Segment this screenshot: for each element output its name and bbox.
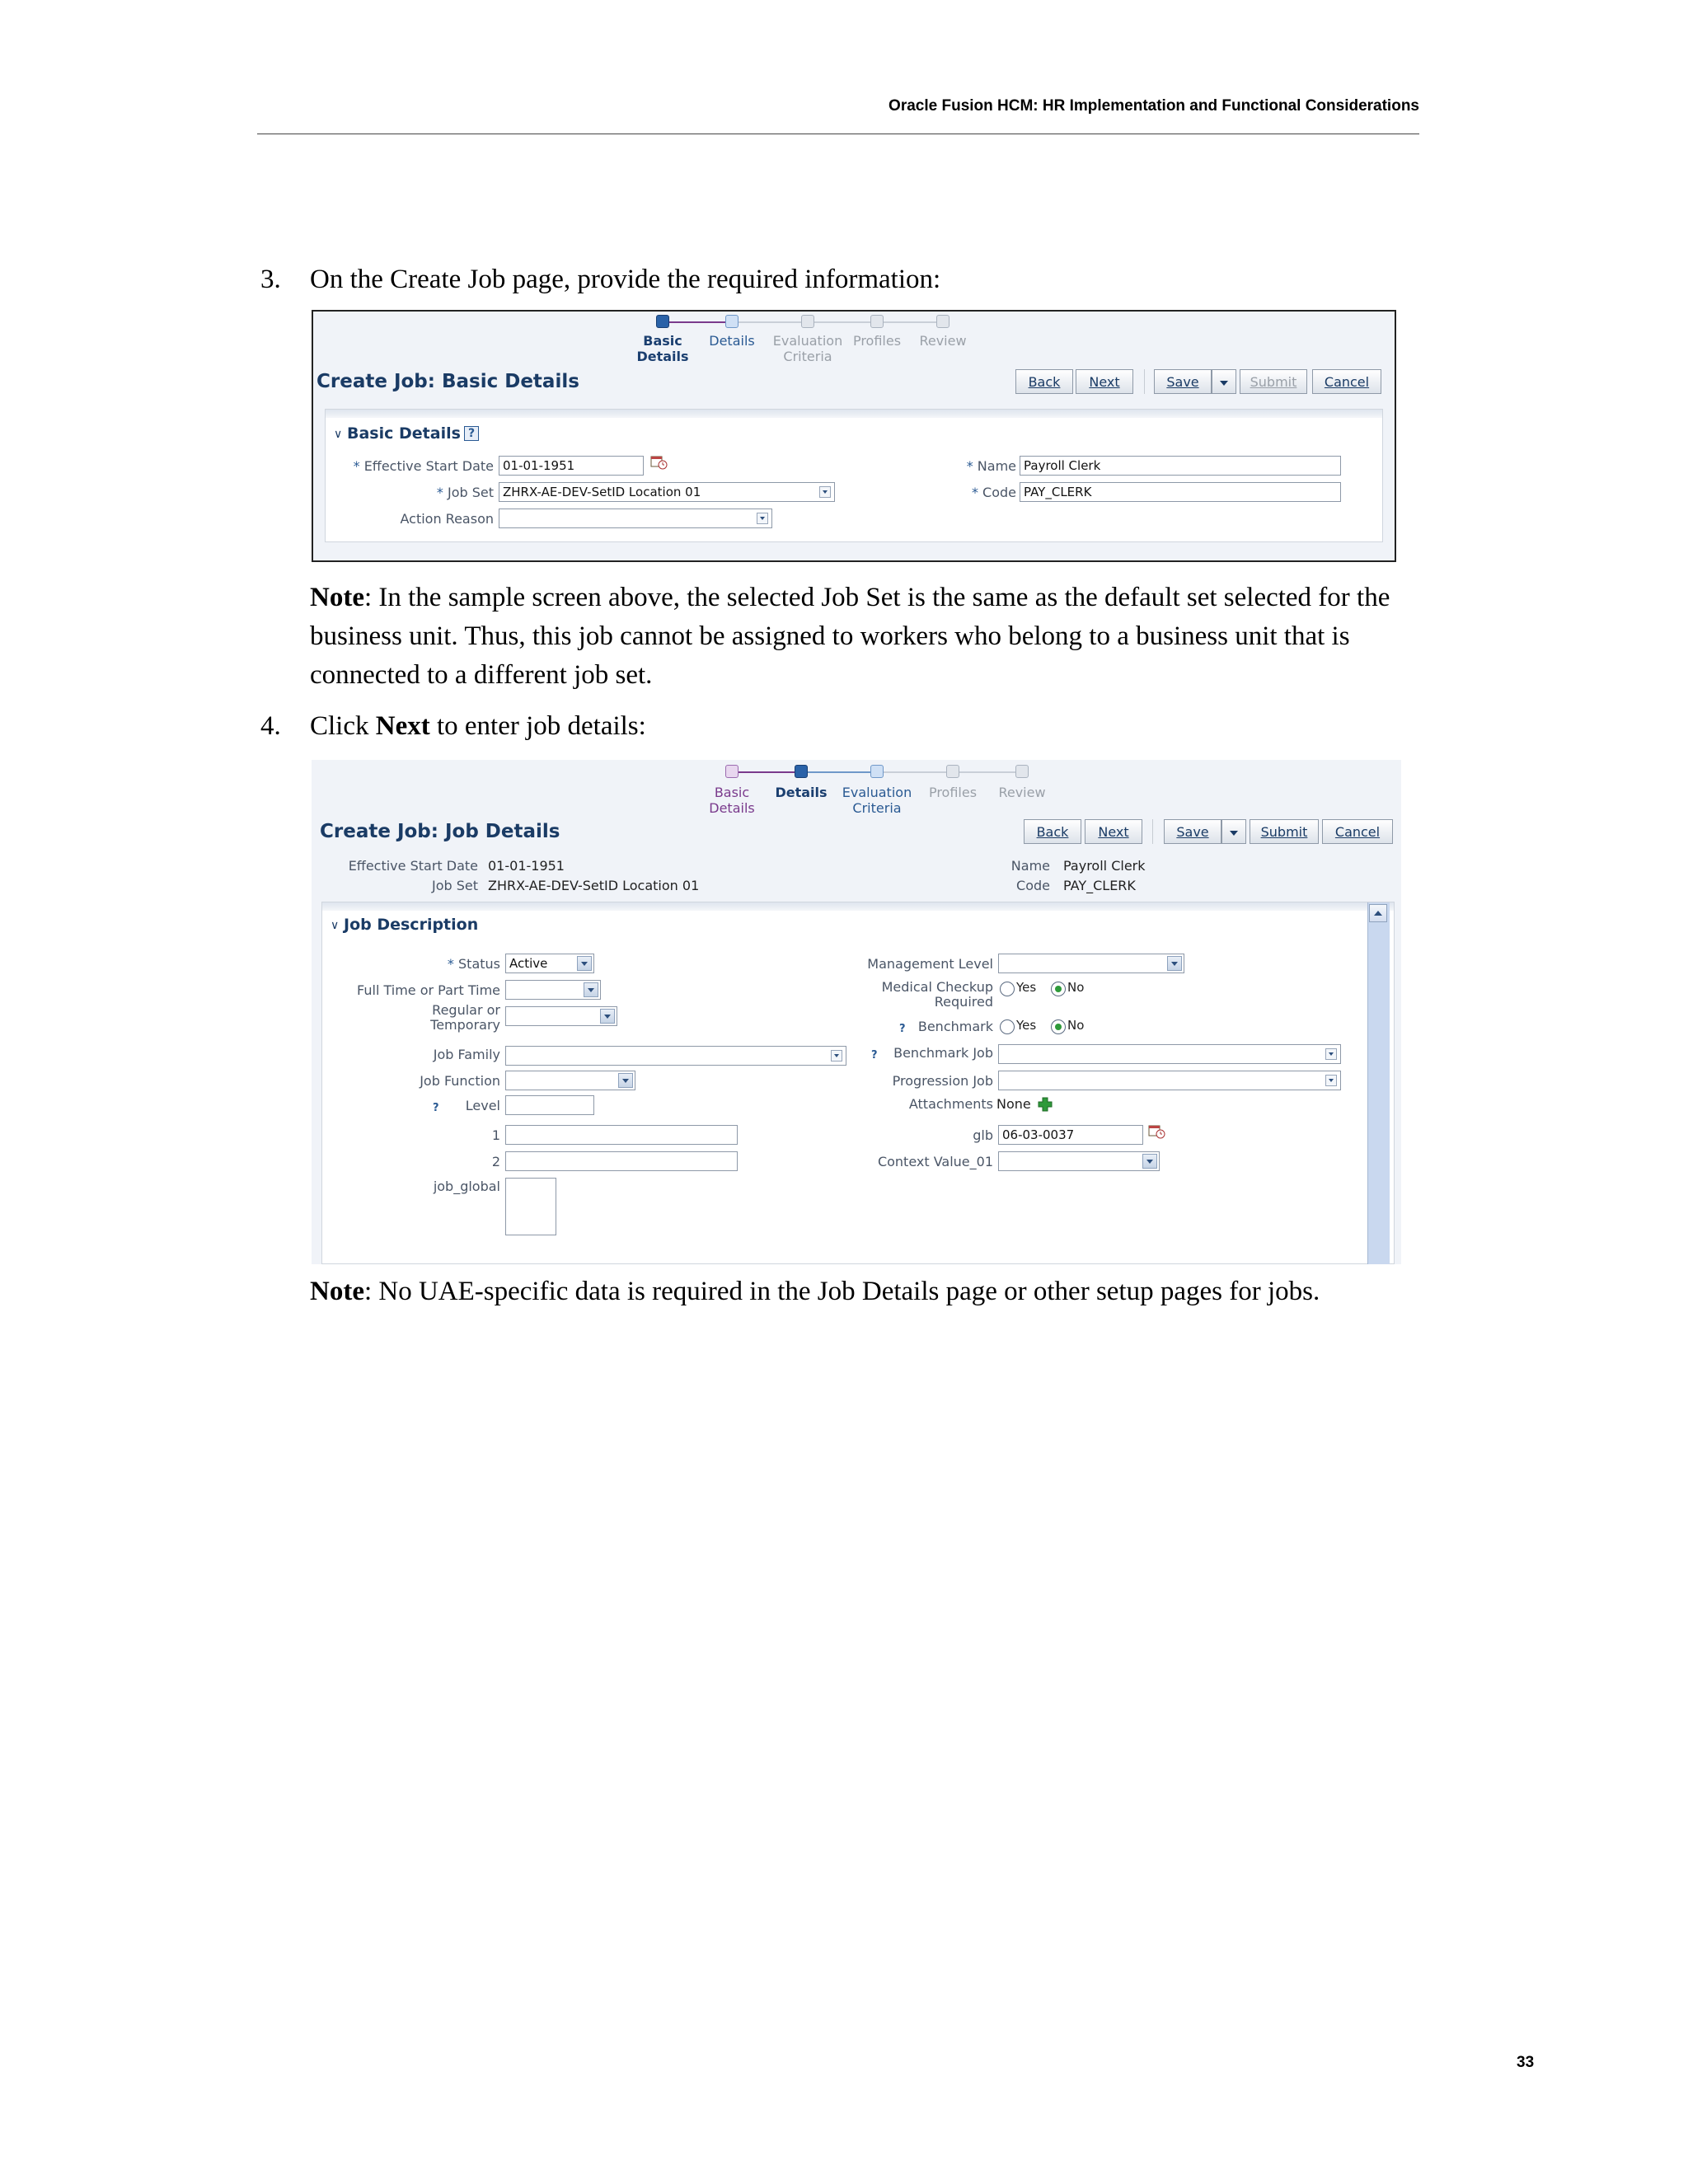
benchmark-yes-label: Yes bbox=[1016, 1018, 1037, 1033]
progression-job-label: Progression Job bbox=[892, 1073, 993, 1089]
benchmark-label: Benchmark bbox=[917, 1019, 993, 1034]
medical-checkup-label: Medical Checkup Required bbox=[881, 979, 993, 1010]
summary-job-set-label: Job Set bbox=[431, 878, 478, 893]
train-stop-details[interactable] bbox=[725, 315, 738, 328]
benchmark-job-help-icon[interactable]: ? bbox=[871, 1049, 878, 1062]
benchmark-no-radio[interactable] bbox=[1051, 1019, 1066, 1034]
scroll-up-button[interactable] bbox=[1369, 904, 1387, 922]
effective-start-date-input[interactable]: 01-01-1951 bbox=[499, 456, 644, 476]
train-label-review: Review bbox=[919, 333, 967, 349]
context-value-label: Context Value_01 bbox=[877, 1154, 993, 1169]
note-1-paragraph: Note: In the sample screen above, the selected Job Set is the same as the default set selected for the business unit. Thus, this job cannot be assigned to workers who belong to a business unit that is connected to a different job set. bbox=[310, 583, 1390, 690]
create-job-job-details-screenshot bbox=[312, 760, 1401, 1264]
management-level-label: Management Level bbox=[867, 956, 993, 972]
calendar-icon[interactable] bbox=[1148, 1123, 1166, 1140]
train-stop-profiles bbox=[946, 765, 959, 778]
chevron-down-icon bbox=[757, 513, 768, 524]
train-stop-basic-details[interactable] bbox=[725, 765, 738, 778]
train-label-profiles: Profiles bbox=[852, 333, 902, 349]
save-menu-button[interactable] bbox=[1212, 369, 1236, 394]
section-title: Job Description bbox=[344, 916, 479, 934]
summary-name-value: Payroll Clerk bbox=[1063, 858, 1146, 874]
chevron-down-icon bbox=[618, 1073, 633, 1088]
train-label-details: Details bbox=[709, 333, 755, 349]
train-label-profiles: Profiles bbox=[928, 785, 978, 800]
document-header-title: Oracle Fusion HCM: HR Implementation and Functional Considerations bbox=[889, 97, 1419, 115]
benchmark-help-icon[interactable]: ? bbox=[899, 1023, 906, 1035]
summary-code-label: Code bbox=[1016, 878, 1050, 893]
attachments-label: Attachments bbox=[908, 1096, 993, 1112]
save-menu-button[interactable] bbox=[1221, 819, 1246, 844]
train-stop-evaluation-criteria[interactable] bbox=[870, 765, 884, 778]
level-help-icon[interactable]: ? bbox=[433, 1102, 439, 1114]
train-stop-review bbox=[1015, 765, 1029, 778]
page-title: Create Job: Basic Details bbox=[316, 371, 579, 392]
status-label: * Status bbox=[447, 956, 500, 972]
benchmark-yes-radio[interactable] bbox=[1000, 1019, 1015, 1034]
chevron-down-icon bbox=[1167, 956, 1182, 971]
field-1-label: 1 bbox=[491, 1127, 500, 1143]
collapse-chevron-icon[interactable]: ∨ bbox=[334, 428, 343, 441]
regular-temporary-label: Regular or Temporary bbox=[430, 1002, 500, 1033]
summary-effective-start-date-label: Effective Start Date bbox=[348, 858, 478, 874]
chevron-down-icon bbox=[1142, 1154, 1157, 1169]
summary-name-label: Name bbox=[1010, 858, 1050, 874]
status-select[interactable]: Active bbox=[505, 954, 594, 973]
page-number: 33 bbox=[1517, 2054, 1535, 2071]
progression-job-select[interactable] bbox=[998, 1071, 1341, 1090]
train-stop-basic-details[interactable] bbox=[656, 315, 669, 328]
chevron-down-icon bbox=[600, 1009, 615, 1024]
chevron-down-icon bbox=[1325, 1048, 1337, 1060]
code-label: * Code bbox=[971, 485, 1016, 500]
effective-start-date-label: * Effective Start Date bbox=[353, 458, 494, 474]
submit-button[interactable]: Submit bbox=[1240, 369, 1307, 394]
code-input[interactable]: PAY_CLERK bbox=[1020, 482, 1341, 502]
medical-checkup-yes-radio[interactable] bbox=[1000, 982, 1015, 996]
train-label-evaluation-criteria: Evaluation Criteria bbox=[842, 785, 912, 816]
basic-details-panel bbox=[325, 409, 1383, 542]
create-job-basic-details-screenshot bbox=[312, 310, 1396, 562]
process-train bbox=[626, 315, 973, 364]
chevron-down-icon bbox=[577, 956, 592, 971]
next-button[interactable]: Next bbox=[1076, 369, 1133, 394]
back-button[interactable]: Back bbox=[1015, 369, 1073, 394]
cancel-button[interactable]: Cancel bbox=[1322, 819, 1393, 844]
step-3-text: On the Create Job page, provide the required information: bbox=[310, 265, 941, 294]
benchmark-no-label: No bbox=[1067, 1018, 1085, 1033]
chevron-down-icon bbox=[1230, 831, 1238, 836]
job-set-select[interactable]: ZHRX-AE-DEV-SetID Location 01 bbox=[499, 482, 835, 502]
job-function-label: Job Function bbox=[420, 1073, 500, 1089]
train-label-details: Details bbox=[775, 785, 828, 800]
save-button[interactable]: Save bbox=[1154, 369, 1212, 394]
action-reason-select[interactable] bbox=[499, 509, 772, 528]
job-function-select[interactable] bbox=[505, 1071, 635, 1090]
management-level-select[interactable] bbox=[998, 954, 1184, 973]
level-input[interactable] bbox=[505, 1095, 594, 1115]
train-label-review: Review bbox=[998, 785, 1046, 800]
train-label-basic-details: Basic Details bbox=[709, 785, 755, 816]
step-3-number: 3. bbox=[260, 265, 281, 294]
train-stop-profiles bbox=[870, 315, 884, 328]
glb-label: glb bbox=[973, 1127, 993, 1143]
glb-input[interactable]: 06-03-0037 bbox=[998, 1125, 1143, 1145]
calendar-icon[interactable] bbox=[650, 454, 668, 471]
name-label: * Name bbox=[966, 458, 1016, 474]
chevron-down-icon bbox=[819, 486, 831, 498]
train-stop-review bbox=[936, 315, 950, 328]
collapse-chevron-icon[interactable]: ∨ bbox=[331, 919, 340, 932]
next-button[interactable]: Next bbox=[1085, 819, 1142, 844]
summary-job-set-value: ZHRX-AE-DEV-SetID Location 01 bbox=[488, 878, 700, 893]
page-title: Create Job: Job Details bbox=[320, 821, 560, 842]
medical-checkup-yes-label: Yes bbox=[1016, 980, 1037, 995]
summary-code-value: PAY_CLERK bbox=[1063, 878, 1136, 893]
context-value-select[interactable] bbox=[998, 1151, 1160, 1171]
vertical-scrollbar[interactable] bbox=[1367, 902, 1390, 1264]
back-button[interactable]: Back bbox=[1024, 819, 1081, 844]
step-4-text: Click Next to enter job details: bbox=[310, 711, 646, 741]
save-button[interactable]: Save bbox=[1164, 819, 1221, 844]
name-input[interactable]: Payroll Clerk bbox=[1020, 456, 1341, 476]
field-1-input[interactable] bbox=[505, 1125, 738, 1145]
job-description-panel bbox=[321, 902, 1395, 1264]
level-label: Level bbox=[465, 1098, 500, 1113]
add-attachment-icon[interactable] bbox=[1038, 1097, 1053, 1112]
chevron-down-icon bbox=[1220, 381, 1228, 386]
medical-checkup-no-radio[interactable] bbox=[1051, 982, 1066, 996]
job-global-textarea[interactable] bbox=[505, 1178, 556, 1235]
medical-checkup-no-label: No bbox=[1067, 980, 1085, 995]
full-time-part-time-label: Full Time or Part Time bbox=[357, 982, 500, 998]
chevron-down-icon bbox=[1325, 1075, 1337, 1086]
field-2-label: 2 bbox=[491, 1154, 500, 1169]
section-title: Basic Details bbox=[347, 424, 461, 443]
process-train bbox=[702, 765, 1048, 814]
note-2-paragraph: Note: No UAE-specific data is required in the Job Details page or other setup pages for jobs. bbox=[310, 1277, 1320, 1306]
benchmark-job-label: Benchmark Job bbox=[893, 1045, 993, 1061]
job-global-label: job_global bbox=[433, 1179, 500, 1194]
chevron-down-icon bbox=[584, 982, 598, 997]
attachments-value: None bbox=[996, 1096, 1031, 1112]
job-set-label: * Job Set bbox=[436, 485, 494, 500]
train-stop-details[interactable] bbox=[795, 765, 808, 778]
step-4-number: 4. bbox=[260, 711, 281, 741]
job-family-label: Job Family bbox=[433, 1047, 500, 1062]
train-label-basic-details: Basic Details bbox=[636, 333, 689, 364]
field-2-input[interactable] bbox=[505, 1151, 738, 1171]
summary-effective-start-date-value: 01-01-1951 bbox=[488, 858, 565, 874]
full-time-part-time-select[interactable] bbox=[505, 980, 601, 1000]
help-icon[interactable]: ? bbox=[464, 426, 479, 441]
action-reason-label: Action Reason bbox=[400, 511, 494, 527]
submit-button[interactable]: Submit bbox=[1250, 819, 1319, 844]
cancel-button[interactable]: Cancel bbox=[1312, 369, 1381, 394]
train-label-evaluation-criteria: Evaluation Criteria bbox=[772, 333, 843, 364]
regular-temporary-select[interactable] bbox=[505, 1006, 617, 1026]
benchmark-job-select[interactable] bbox=[998, 1044, 1341, 1064]
train-stop-evaluation-criteria bbox=[801, 315, 814, 328]
